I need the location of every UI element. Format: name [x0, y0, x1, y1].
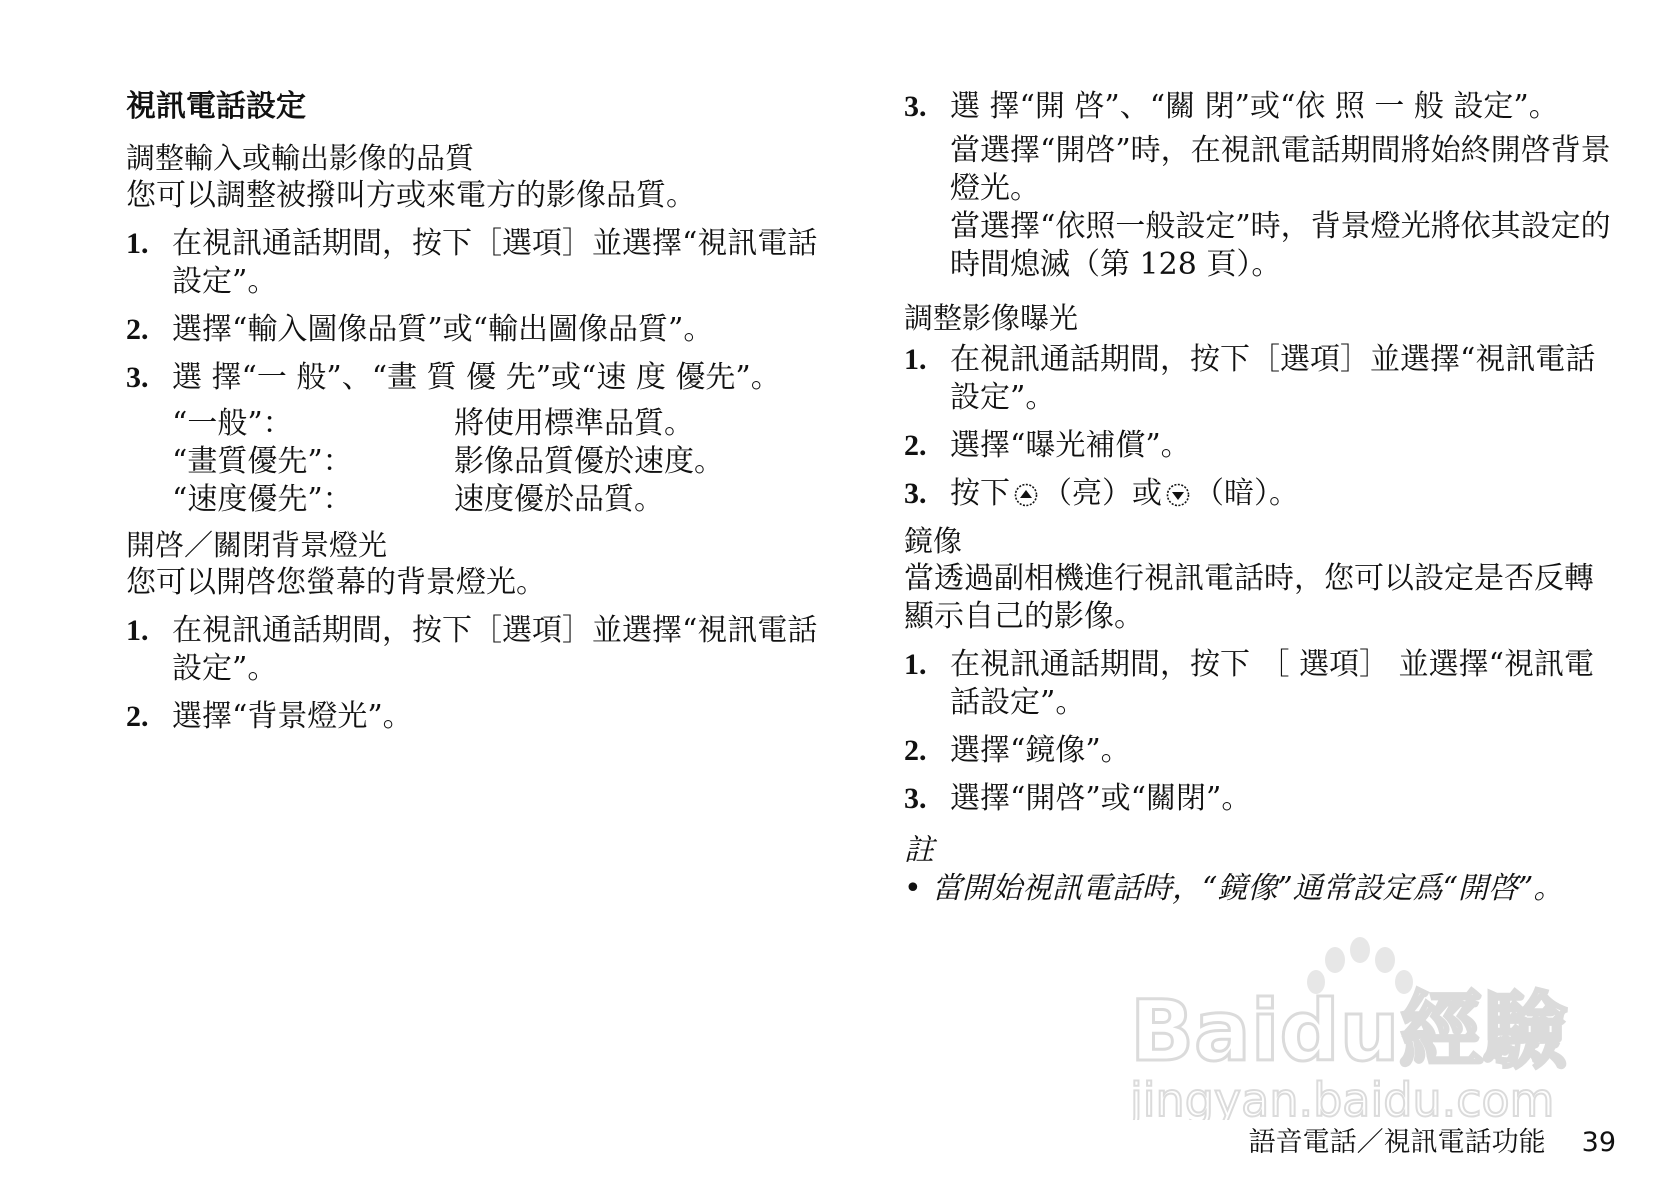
step-text: 在視訊通話期間，按下［選項］並選擇“視訊電話設定”。 [172, 226, 818, 299]
list-item [904, 732, 1614, 770]
step-list-quality [126, 225, 836, 397]
step-number: 2. [904, 734, 927, 767]
step-text: 在視訊通話期間，按下［選項］並選擇“視訊電話設定”。 [172, 613, 818, 686]
note-text: 當開始視訊電話時，“鏡像”通常設定爲“開啓”。 [932, 871, 1564, 906]
step-list-mirror [904, 646, 1614, 818]
list-item [126, 359, 836, 397]
step-list-exposure [904, 341, 1614, 513]
baidu-watermark [1120, 920, 1620, 1124]
option-value: 將使用標準品質。 [454, 406, 694, 441]
page-number: 39 [1581, 1127, 1616, 1158]
step-text: 選擇“開啓”或“關閉”。 [950, 781, 1252, 816]
section-heading-quality: 調整輸入或輸出影像的品質 [126, 141, 475, 175]
note-item [904, 870, 1614, 908]
section-intro-mirror: 當透過副相機進行視訊電話時，您可以設定是否反轉顯示自己的影像。 [904, 561, 1594, 634]
option-value: 速度優於品質。 [454, 482, 664, 517]
step-text-c: （暗）。 [1194, 476, 1299, 511]
section-heading-backlight: 開啓／關閉背景燈光 [126, 528, 388, 562]
step-number: 3. [904, 90, 927, 123]
footer-section-title: 語音電話／視訊電話功能 [1248, 1127, 1546, 1158]
list-item [904, 646, 1614, 722]
option-table [172, 405, 836, 519]
list-item [904, 427, 1614, 465]
section-heading-mirror: 鏡像 [904, 524, 963, 558]
step-text-b: （亮）或 [1042, 476, 1162, 511]
step-number: 3. [126, 361, 149, 394]
nav-down-icon [1166, 479, 1190, 503]
list-item [904, 475, 1614, 513]
option-row [172, 405, 836, 443]
step-number: 3. [904, 782, 927, 815]
bullet-icon: • [904, 871, 922, 906]
step-number: 1. [904, 648, 927, 681]
list-item [126, 698, 836, 736]
section-intro-quality: 您可以調整被撥叫方或來電方的影像品質。 [126, 178, 696, 213]
list-item [126, 612, 836, 688]
section-heading-exposure: 調整影像曝光 [904, 301, 1079, 335]
option-value: 影像品質優於速度。 [454, 444, 724, 479]
step-text: 選 擇“一 般”、“畫 質 優 先”或“速 度 優先”。 [172, 360, 781, 395]
page-title: 視訊電話設定 [126, 89, 306, 124]
step-text: 選擇“曝光補償”。 [950, 428, 1191, 463]
watermark-brand: Baidu經驗 [1130, 982, 1568, 1080]
option-key: “速度優先”： [172, 482, 353, 517]
step-number: 3. [904, 477, 927, 510]
section-intro-backlight: 您可以開啓您螢幕的背景燈光。 [126, 565, 546, 600]
step-text: 選擇“背景燈光”。 [172, 699, 413, 734]
step-number: 1. [904, 343, 927, 376]
step-text: 在視訊通話期間，按下［選項］並選擇“視訊電話設定”。 [950, 342, 1596, 415]
page-footer [1249, 1126, 1616, 1160]
list-item [904, 780, 1614, 818]
step-number: 2. [126, 313, 149, 346]
right-column [904, 88, 1614, 908]
step-text: 選擇“輸入圖像品質”或“輸出圖像品質”。 [172, 312, 714, 347]
step-number: 1. [126, 614, 149, 647]
step-number: 1. [126, 227, 149, 260]
step-note: 當選擇“依照一般設定”時，背景燈光將依其設定的時間熄滅（第 128 頁）。 [950, 209, 1611, 282]
watermark-url: jingyan.baidu.com [1130, 1073, 1555, 1120]
left-column [126, 88, 836, 746]
list-item [126, 225, 836, 301]
option-key: “畫質優先”： [172, 444, 353, 479]
step-text [950, 475, 1614, 513]
option-row [172, 481, 836, 519]
step-list-backlight [126, 612, 836, 736]
step-number: 2. [904, 429, 927, 462]
nav-up-icon [1014, 479, 1038, 503]
step-number: 2. [126, 700, 149, 733]
step-note: 當選擇“開啓”時，在視訊電話期間將始終開啓背景燈光。 [950, 133, 1611, 206]
option-row [172, 443, 836, 481]
list-item [904, 341, 1614, 417]
step-text: 選 擇“開 啓”、“關 閉”或“依 照 一 般 設定”。 [950, 89, 1559, 124]
step-text-a: 按下 [950, 476, 1010, 511]
note-heading: 註 [904, 833, 934, 868]
list-item [904, 88, 1614, 126]
option-key: “一般”： [172, 406, 293, 441]
step-text: 在視訊通話期間，按下 ［ 選項］ 並選擇“視訊電話設定”。 [950, 647, 1594, 720]
list-item [126, 311, 836, 349]
step-text: 選擇“鏡像”。 [950, 733, 1131, 768]
